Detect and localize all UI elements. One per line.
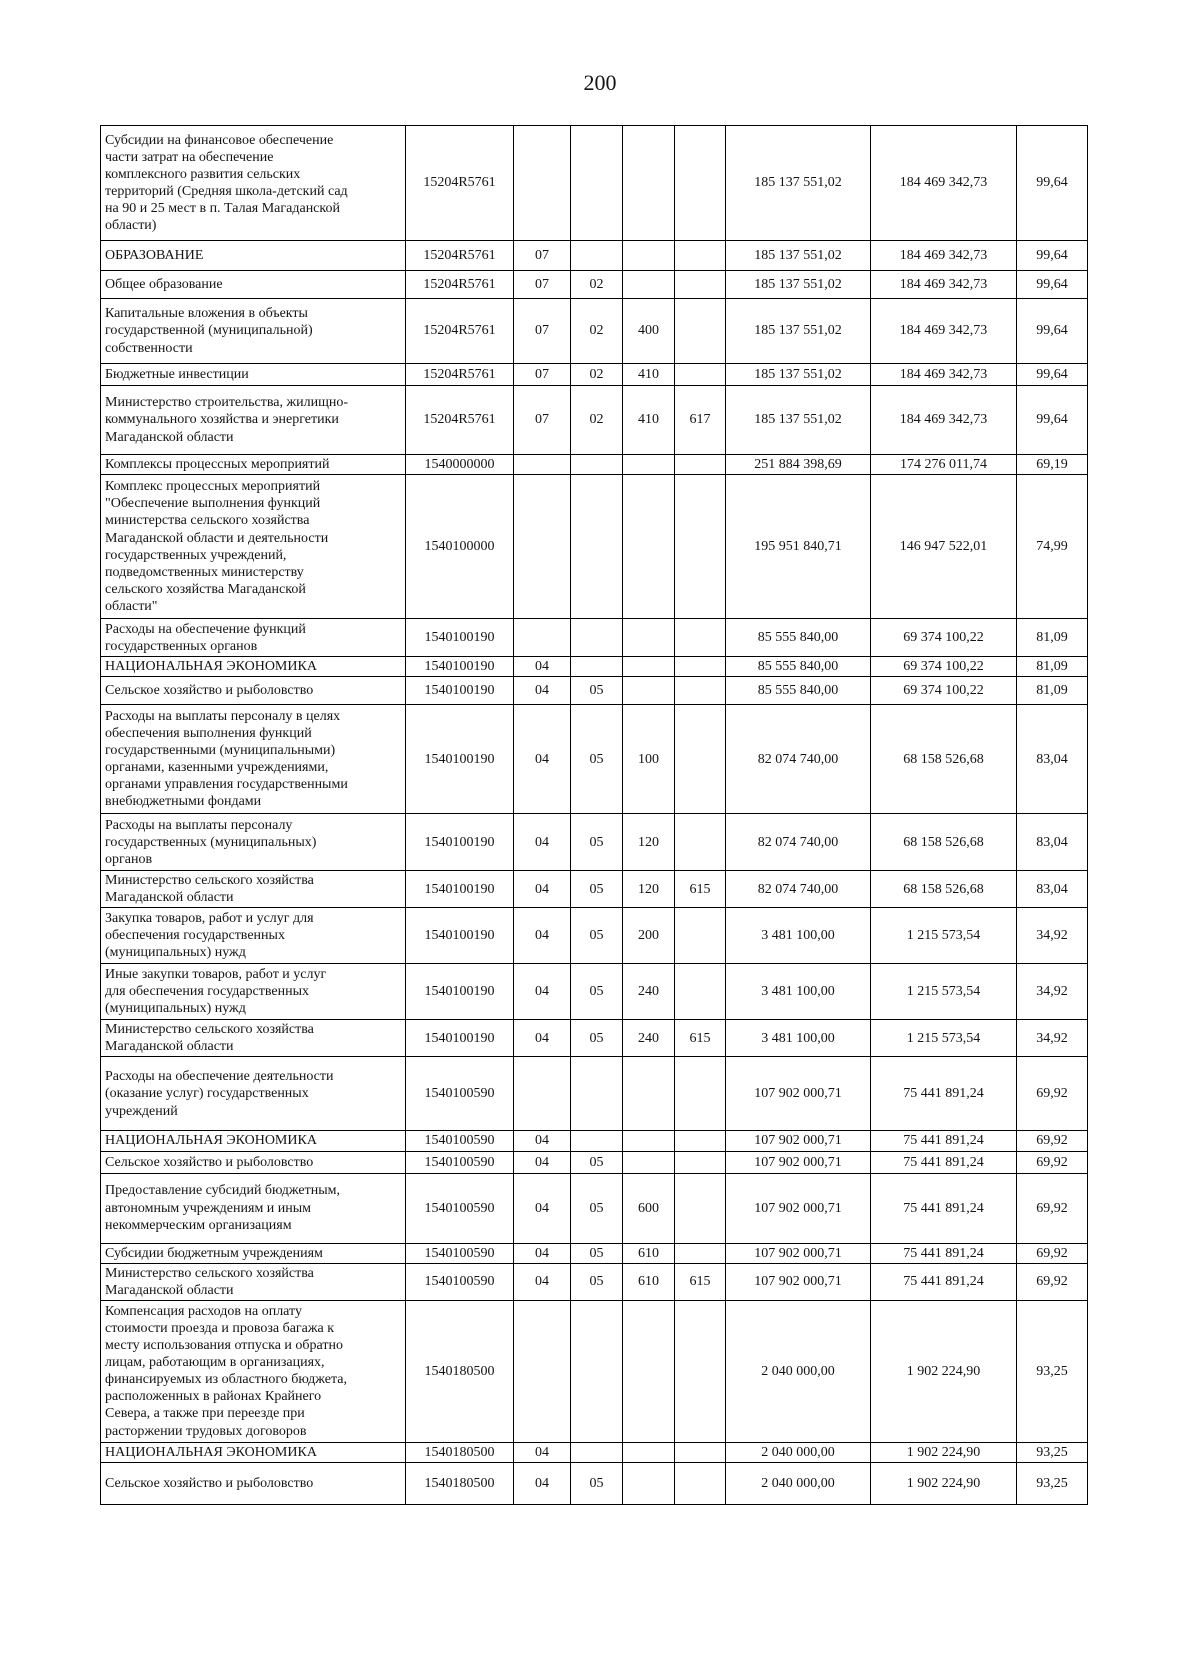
row-executed-amount-cell: 1 902 224,90 [871, 1462, 1017, 1504]
row-percent-cell: 34,92 [1017, 1020, 1088, 1057]
row-planned-amount-cell: 2 040 000,00 [726, 1300, 871, 1442]
row-section-cell: 04 [514, 1020, 571, 1057]
row-percent-cell: 99,64 [1017, 271, 1088, 299]
row-percent-cell: 69,92 [1017, 1243, 1088, 1263]
row-name-cell: НАЦИОНАЛЬНАЯ ЭКОНОМИКА [101, 1442, 406, 1462]
row-percent-cell: 74,99 [1017, 475, 1088, 619]
row-expense-type-cell [623, 455, 675, 475]
row-subsection-cell [571, 475, 623, 619]
row-subsection-cell: 05 [571, 1243, 623, 1263]
row-executed-amount-cell: 1 215 573,54 [871, 908, 1017, 964]
row-section-cell: 04 [514, 1151, 571, 1173]
row-percent-cell: 69,92 [1017, 1057, 1088, 1131]
row-expense-type-cell: 600 [623, 1173, 675, 1243]
row-name-cell: Министерство строительства, жилищно- коммунального хозяйства и энергетики Магаданской области [101, 386, 406, 455]
row-code-cell: 1540100190 [406, 705, 514, 814]
table-row [101, 364, 1088, 386]
row-planned-amount-cell: 3 481 100,00 [726, 964, 871, 1020]
row-code-cell: 1540100190 [406, 619, 514, 657]
row-ministry-code-cell [675, 475, 726, 619]
table-row [101, 1173, 1088, 1243]
row-code-cell: 15204R5761 [406, 299, 514, 364]
row-executed-amount-cell: 68 158 526,68 [871, 871, 1017, 908]
row-percent-cell: 81,09 [1017, 677, 1088, 705]
row-executed-amount-cell: 69 374 100,22 [871, 619, 1017, 657]
row-planned-amount-cell: 185 137 551,02 [726, 386, 871, 455]
row-executed-amount-cell: 184 469 342,73 [871, 126, 1017, 241]
row-subsection-cell: 05 [571, 677, 623, 705]
row-subsection-cell: 02 [571, 299, 623, 364]
row-code-cell: 1540100190 [406, 677, 514, 705]
row-subsection-cell: 02 [571, 386, 623, 455]
row-section-cell: 04 [514, 908, 571, 964]
row-executed-amount-cell: 174 276 011,74 [871, 455, 1017, 475]
row-ministry-code-cell [675, 705, 726, 814]
row-subsection-cell: 05 [571, 1151, 623, 1173]
row-expense-type-cell [623, 1131, 675, 1151]
row-subsection-cell: 05 [571, 1173, 623, 1243]
row-name-cell: Министерство сельского хозяйства Магаданской области [101, 1263, 406, 1300]
row-executed-amount-cell: 184 469 342,73 [871, 386, 1017, 455]
row-code-cell: 1540000000 [406, 455, 514, 475]
row-ministry-code-cell [675, 455, 726, 475]
row-planned-amount-cell: 185 137 551,02 [726, 271, 871, 299]
row-percent-cell: 93,25 [1017, 1300, 1088, 1442]
table-row [101, 871, 1088, 908]
row-planned-amount-cell: 185 137 551,02 [726, 299, 871, 364]
row-executed-amount-cell: 1 902 224,90 [871, 1300, 1017, 1442]
table-row [101, 619, 1088, 657]
row-section-cell: 07 [514, 299, 571, 364]
row-percent-cell: 99,64 [1017, 241, 1088, 271]
row-percent-cell: 69,92 [1017, 1173, 1088, 1243]
row-ministry-code-cell: 615 [675, 1020, 726, 1057]
row-planned-amount-cell: 107 902 000,71 [726, 1243, 871, 1263]
row-percent-cell: 34,92 [1017, 908, 1088, 964]
row-planned-amount-cell: 185 137 551,02 [726, 241, 871, 271]
row-expense-type-cell: 120 [623, 814, 675, 871]
table-row [101, 964, 1088, 1020]
row-name-cell: НАЦИОНАЛЬНАЯ ЭКОНОМИКА [101, 657, 406, 677]
table-row [101, 1462, 1088, 1504]
row-name-cell: Капитальные вложения в объекты государственной (муниципальной) собственности [101, 299, 406, 364]
table-row [101, 1300, 1088, 1442]
row-code-cell: 1540100590 [406, 1263, 514, 1300]
row-expense-type-cell: 120 [623, 871, 675, 908]
row-section-cell: 04 [514, 1442, 571, 1462]
row-percent-cell: 81,09 [1017, 657, 1088, 677]
row-name-cell: Бюджетные инвестиции [101, 364, 406, 386]
row-subsection-cell: 05 [571, 1462, 623, 1504]
row-code-cell: 1540100590 [406, 1243, 514, 1263]
table-row [101, 271, 1088, 299]
row-ministry-code-cell [675, 364, 726, 386]
table-row [101, 1442, 1088, 1462]
table-row [101, 814, 1088, 871]
row-section-cell: 04 [514, 1243, 571, 1263]
row-expense-type-cell: 100 [623, 705, 675, 814]
row-code-cell: 15204R5761 [406, 126, 514, 241]
row-expense-type-cell [623, 677, 675, 705]
row-planned-amount-cell: 195 951 840,71 [726, 475, 871, 619]
row-section-cell: 04 [514, 871, 571, 908]
row-code-cell: 15204R5761 [406, 364, 514, 386]
row-percent-cell: 99,64 [1017, 126, 1088, 241]
row-subsection-cell: 05 [571, 1020, 623, 1057]
row-name-cell: Сельское хозяйство и рыболовство [101, 1151, 406, 1173]
row-expense-type-cell [623, 1151, 675, 1173]
row-name-cell: Расходы на выплаты персоналу в целях обеспечения выполнения функций государственными (муниципальными) органами, казенными учреждениями, органами управления государственными внебюджетными фондами [101, 705, 406, 814]
row-planned-amount-cell: 85 555 840,00 [726, 657, 871, 677]
row-planned-amount-cell: 82 074 740,00 [726, 705, 871, 814]
row-executed-amount-cell: 75 441 891,24 [871, 1243, 1017, 1263]
row-subsection-cell: 05 [571, 908, 623, 964]
row-section-cell [514, 1057, 571, 1131]
row-ministry-code-cell [675, 619, 726, 657]
row-expense-type-cell: 410 [623, 364, 675, 386]
table-row [101, 126, 1088, 241]
row-code-cell: 1540100590 [406, 1173, 514, 1243]
row-percent-cell: 69,92 [1017, 1131, 1088, 1151]
row-ministry-code-cell [675, 1300, 726, 1442]
row-subsection-cell [571, 619, 623, 657]
row-subsection-cell: 05 [571, 1263, 623, 1300]
row-executed-amount-cell: 68 158 526,68 [871, 814, 1017, 871]
row-code-cell: 1540180500 [406, 1300, 514, 1442]
row-executed-amount-cell: 184 469 342,73 [871, 364, 1017, 386]
row-section-cell [514, 455, 571, 475]
row-subsection-cell [571, 241, 623, 271]
row-expense-type-cell: 240 [623, 964, 675, 1020]
row-subsection-cell [571, 1300, 623, 1442]
row-name-cell: Расходы на обеспечение деятельности (оказание услуг) государственных учреждений [101, 1057, 406, 1131]
row-name-cell: Министерство сельского хозяйства Магаданской области [101, 871, 406, 908]
row-subsection-cell: 02 [571, 364, 623, 386]
row-planned-amount-cell: 3 481 100,00 [726, 908, 871, 964]
row-code-cell: 1540100190 [406, 814, 514, 871]
row-planned-amount-cell: 251 884 398,69 [726, 455, 871, 475]
row-expense-type-cell [623, 1057, 675, 1131]
row-subsection-cell: 05 [571, 814, 623, 871]
row-planned-amount-cell: 185 137 551,02 [726, 364, 871, 386]
row-code-cell: 15204R5761 [406, 271, 514, 299]
row-executed-amount-cell: 75 441 891,24 [871, 1151, 1017, 1173]
row-ministry-code-cell [675, 677, 726, 705]
row-section-cell: 04 [514, 1263, 571, 1300]
row-section-cell: 04 [514, 814, 571, 871]
row-code-cell: 1540100590 [406, 1057, 514, 1131]
row-percent-cell: 99,64 [1017, 299, 1088, 364]
row-section-cell [514, 1300, 571, 1442]
row-executed-amount-cell: 1 215 573,54 [871, 1020, 1017, 1057]
row-code-cell: 1540100590 [406, 1131, 514, 1151]
row-planned-amount-cell: 185 137 551,02 [726, 126, 871, 241]
row-section-cell: 04 [514, 1131, 571, 1151]
row-section-cell: 07 [514, 241, 571, 271]
row-section-cell: 04 [514, 1462, 571, 1504]
row-executed-amount-cell: 184 469 342,73 [871, 299, 1017, 364]
row-code-cell: 15204R5761 [406, 241, 514, 271]
row-percent-cell: 93,25 [1017, 1462, 1088, 1504]
table-row [101, 1020, 1088, 1057]
row-planned-amount-cell: 82 074 740,00 [726, 871, 871, 908]
page-number: 200 [583, 70, 617, 95]
row-name-cell: Расходы на обеспечение функций государственных органов [101, 619, 406, 657]
row-expense-type-cell [623, 1442, 675, 1462]
row-planned-amount-cell: 85 555 840,00 [726, 677, 871, 705]
row-ministry-code-cell [675, 964, 726, 1020]
row-name-cell: Общее образование [101, 271, 406, 299]
table-row [101, 1263, 1088, 1300]
row-percent-cell: 69,92 [1017, 1151, 1088, 1173]
row-ministry-code-cell: 615 [675, 871, 726, 908]
row-ministry-code-cell [675, 126, 726, 241]
row-expense-type-cell: 610 [623, 1243, 675, 1263]
row-executed-amount-cell: 75 441 891,24 [871, 1263, 1017, 1300]
row-planned-amount-cell: 107 902 000,71 [726, 1057, 871, 1131]
row-name-cell: Закупка товаров, работ и услуг для обеспечения государственных (муниципальных) нужд [101, 908, 406, 964]
table-row [101, 657, 1088, 677]
row-planned-amount-cell: 2 040 000,00 [726, 1442, 871, 1462]
table-row [101, 908, 1088, 964]
row-code-cell: 1540100190 [406, 1020, 514, 1057]
row-ministry-code-cell [675, 814, 726, 871]
budget-table [100, 125, 1088, 1505]
row-executed-amount-cell: 69 374 100,22 [871, 677, 1017, 705]
row-name-cell: НАЦИОНАЛЬНАЯ ЭКОНОМИКА [101, 1131, 406, 1151]
row-ministry-code-cell [675, 1151, 726, 1173]
table-row [101, 1057, 1088, 1131]
row-section-cell: 04 [514, 1173, 571, 1243]
row-ministry-code-cell: 617 [675, 386, 726, 455]
row-ministry-code-cell [675, 271, 726, 299]
row-code-cell: 1540180500 [406, 1462, 514, 1504]
row-ministry-code-cell [675, 1173, 726, 1243]
row-name-cell: Сельское хозяйство и рыболовство [101, 1462, 406, 1504]
row-ministry-code-cell [675, 241, 726, 271]
row-code-cell: 1540100590 [406, 1151, 514, 1173]
row-section-cell [514, 619, 571, 657]
row-expense-type-cell [623, 126, 675, 241]
row-percent-cell: 99,64 [1017, 364, 1088, 386]
row-planned-amount-cell: 107 902 000,71 [726, 1151, 871, 1173]
row-section-cell: 07 [514, 271, 571, 299]
row-ministry-code-cell [675, 1131, 726, 1151]
row-code-cell: 1540100190 [406, 964, 514, 1020]
row-executed-amount-cell: 184 469 342,73 [871, 241, 1017, 271]
row-ministry-code-cell [675, 1442, 726, 1462]
row-name-cell: Предоставление субсидий бюджетным, автономным учреждениям и иным некоммерческим организациям [101, 1173, 406, 1243]
row-executed-amount-cell: 68 158 526,68 [871, 705, 1017, 814]
row-subsection-cell: 05 [571, 964, 623, 1020]
row-executed-amount-cell: 75 441 891,24 [871, 1057, 1017, 1131]
row-section-cell: 04 [514, 657, 571, 677]
row-percent-cell: 99,64 [1017, 386, 1088, 455]
row-name-cell: Компенсация расходов на оплату стоимости проезда и провоза багажа к месту использования отпуска и обратно лицам, работающим в организациях, финансируемых из областного бюджета, расположенных в районах Крайнего Севера, а также при переезде при расторжении трудовых договоров [101, 1300, 406, 1442]
row-ministry-code-cell [675, 299, 726, 364]
row-planned-amount-cell: 85 555 840,00 [726, 619, 871, 657]
row-name-cell: Иные закупки товаров, работ и услуг для обеспечения государственных (муниципальных) нужд [101, 964, 406, 1020]
row-subsection-cell [571, 1442, 623, 1462]
table-row [101, 386, 1088, 455]
row-subsection-cell [571, 1057, 623, 1131]
row-section-cell: 04 [514, 964, 571, 1020]
table-row [101, 1151, 1088, 1173]
table-row [101, 475, 1088, 619]
table-row [101, 1243, 1088, 1263]
row-executed-amount-cell: 75 441 891,24 [871, 1173, 1017, 1243]
row-name-cell: ОБРАЗОВАНИЕ [101, 241, 406, 271]
table-row [101, 455, 1088, 475]
row-executed-amount-cell: 75 441 891,24 [871, 1131, 1017, 1151]
row-subsection-cell: 02 [571, 271, 623, 299]
table-row [101, 241, 1088, 271]
row-subsection-cell [571, 657, 623, 677]
row-percent-cell: 83,04 [1017, 814, 1088, 871]
row-ministry-code-cell [675, 1057, 726, 1131]
row-section-cell [514, 475, 571, 619]
row-executed-amount-cell: 69 374 100,22 [871, 657, 1017, 677]
row-expense-type-cell: 240 [623, 1020, 675, 1057]
row-subsection-cell: 05 [571, 705, 623, 814]
row-percent-cell: 34,92 [1017, 964, 1088, 1020]
row-percent-cell: 69,19 [1017, 455, 1088, 475]
row-code-cell: 1540180500 [406, 1442, 514, 1462]
row-ministry-code-cell: 615 [675, 1263, 726, 1300]
row-name-cell: Субсидии на финансовое обеспечение части затрат на обеспечение комплексного развития сельских территорий (Средняя школа-детский сад на 90 и 25 мест в п. Талая Магаданской области) [101, 126, 406, 241]
row-percent-cell: 69,92 [1017, 1263, 1088, 1300]
row-percent-cell: 83,04 [1017, 871, 1088, 908]
row-code-cell: 1540100000 [406, 475, 514, 619]
table-body [101, 126, 1088, 1505]
row-expense-type-cell: 400 [623, 299, 675, 364]
row-ministry-code-cell [675, 1243, 726, 1263]
row-expense-type-cell [623, 475, 675, 619]
row-section-cell [514, 126, 571, 241]
table-row [101, 299, 1088, 364]
table-row [101, 705, 1088, 814]
row-name-cell: Расходы на выплаты персоналу государственных (муниципальных) органов [101, 814, 406, 871]
row-subsection-cell [571, 455, 623, 475]
row-section-cell: 07 [514, 386, 571, 455]
row-expense-type-cell: 410 [623, 386, 675, 455]
row-name-cell: Комплекс процессных мероприятий "Обеспечение выполнения функций министерства сельского хозяйства Магаданской области и деятельности государственных учреждений, подведомственных министерству сельского хозяйства Магаданской области" [101, 475, 406, 619]
row-name-cell: Комплексы процессных мероприятий [101, 455, 406, 475]
row-percent-cell: 93,25 [1017, 1442, 1088, 1462]
row-percent-cell: 81,09 [1017, 619, 1088, 657]
row-code-cell: 1540100190 [406, 657, 514, 677]
row-subsection-cell [571, 1131, 623, 1151]
row-planned-amount-cell: 107 902 000,71 [726, 1131, 871, 1151]
row-planned-amount-cell: 82 074 740,00 [726, 814, 871, 871]
row-name-cell: Сельское хозяйство и рыболовство [101, 677, 406, 705]
row-expense-type-cell [623, 1300, 675, 1442]
row-executed-amount-cell: 1 215 573,54 [871, 964, 1017, 1020]
row-expense-type-cell [623, 271, 675, 299]
row-ministry-code-cell [675, 908, 726, 964]
row-executed-amount-cell: 146 947 522,01 [871, 475, 1017, 619]
row-section-cell: 04 [514, 677, 571, 705]
row-ministry-code-cell [675, 1462, 726, 1504]
row-planned-amount-cell: 107 902 000,71 [726, 1263, 871, 1300]
row-subsection-cell: 05 [571, 871, 623, 908]
table-row [101, 677, 1088, 705]
row-ministry-code-cell [675, 657, 726, 677]
row-expense-type-cell [623, 619, 675, 657]
row-name-cell: Министерство сельского хозяйства Магаданской области [101, 1020, 406, 1057]
row-executed-amount-cell: 184 469 342,73 [871, 271, 1017, 299]
row-expense-type-cell: 610 [623, 1263, 675, 1300]
row-code-cell: 1540100190 [406, 908, 514, 964]
row-name-cell: Субсидии бюджетным учреждениям [101, 1243, 406, 1263]
row-expense-type-cell [623, 1462, 675, 1504]
row-expense-type-cell [623, 241, 675, 271]
row-planned-amount-cell: 3 481 100,00 [726, 1020, 871, 1057]
row-planned-amount-cell: 107 902 000,71 [726, 1173, 871, 1243]
row-planned-amount-cell: 2 040 000,00 [726, 1462, 871, 1504]
row-code-cell: 15204R5761 [406, 386, 514, 455]
row-expense-type-cell: 200 [623, 908, 675, 964]
row-subsection-cell [571, 126, 623, 241]
row-expense-type-cell [623, 657, 675, 677]
row-code-cell: 1540100190 [406, 871, 514, 908]
row-section-cell: 07 [514, 364, 571, 386]
row-percent-cell: 83,04 [1017, 705, 1088, 814]
row-executed-amount-cell: 1 902 224,90 [871, 1442, 1017, 1462]
row-section-cell: 04 [514, 705, 571, 814]
table-row [101, 1131, 1088, 1151]
